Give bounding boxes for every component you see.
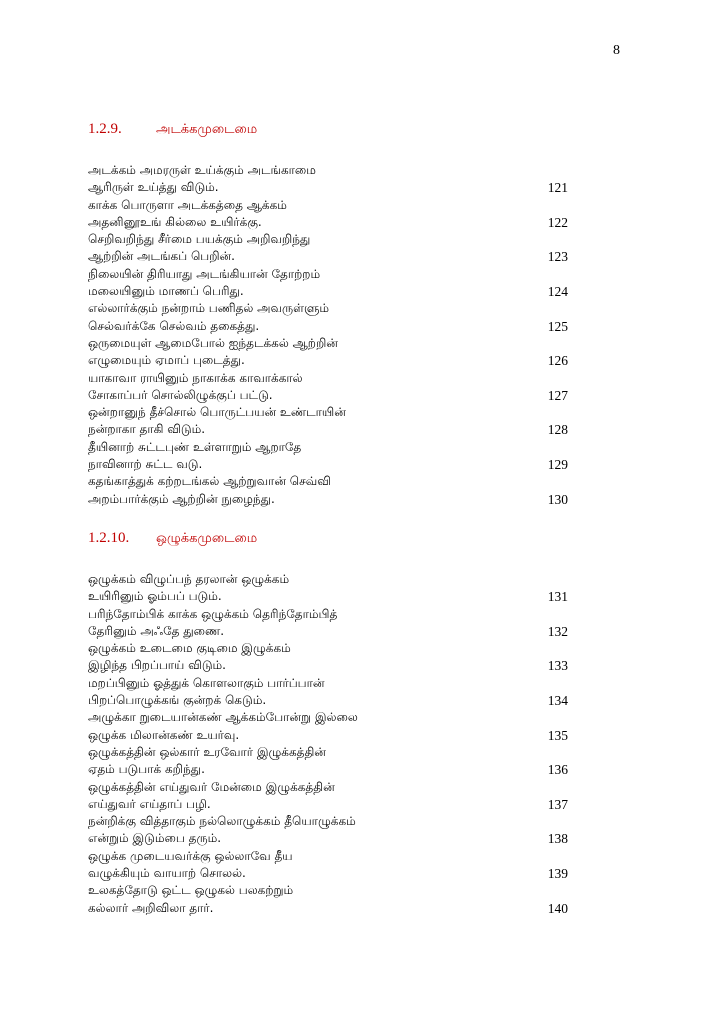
verse-text: பிறப்பொழுக்கங் குன்றக் கெடும்.: [88, 693, 267, 708]
couplet: [88, 813, 568, 848]
verse-number: 138: [547, 831, 568, 847]
verse-line-1: அழுக்கா றுடையான்கண் ஆக்கம்போன்று இல்லை: [88, 710, 358, 725]
couplet: [88, 335, 568, 370]
verse-text: அதனினூஉங் கில்லை உயிர்க்கு.: [88, 214, 262, 229]
verse-number: 127: [547, 387, 568, 403]
verse-line-2: [88, 865, 568, 882]
couplet: [88, 231, 568, 266]
verse-line-1: செறிவறிந்து சீர்மை பயக்கும் அறிவறிந்து: [88, 232, 311, 247]
verse-text: எழுமையும் ஏமாப் புடைத்து.: [88, 353, 245, 368]
verse-line-2: [88, 657, 568, 674]
verse-line-1: ஒழுக்க முடையவர்க்கு ஒல்லாவே தீய: [88, 848, 293, 863]
couplet: [88, 744, 568, 779]
verse-line-1: ஒழுக்கத்தின் ஒல்கார் உரவோர் இழுக்கத்தின்: [88, 744, 326, 759]
verse-line-1: ஒழுக்கம் விழுப்பந் தரலான் ஒழுக்கம்: [88, 572, 290, 586]
verse-line-2: [88, 588, 568, 605]
verse-number: 130: [547, 491, 568, 507]
couplet: [88, 779, 568, 814]
section-title: ஒழுக்கமுடைமை: [156, 531, 258, 546]
verse-number: 134: [547, 693, 568, 709]
verse-line-2: [88, 421, 568, 438]
verse-line-1: அடக்கம் அமரருள் உய்க்கும் அடங்காமை: [88, 163, 316, 177]
verse-number: 128: [547, 422, 568, 438]
verse-text: ஆற்றின் அடங்கப் பெறின்.: [88, 249, 235, 264]
verse-number: 129: [547, 457, 568, 473]
section-number: 1.2.9.: [88, 121, 122, 137]
verse-line-2: [88, 900, 568, 917]
couplet: [88, 606, 568, 641]
verse-line-1: தீயினாற் சுட்டபுண் உள்ளாறும் ஆறாதே: [88, 439, 302, 454]
verse-text: ஏதம் படுபாக் கறிந்து.: [88, 762, 205, 777]
verse-line-2: [88, 248, 568, 265]
verse-number: 139: [547, 866, 568, 882]
verse-text: வழுக்கியும் வாயாற் சொலல்.: [88, 866, 246, 881]
verse-line-1: பரிந்தோம்பிக் காக்க ஒழுக்கம் தெரிந்தோம்பித்: [88, 606, 338, 621]
verse-line-2: [88, 179, 568, 196]
verse-number: 133: [547, 658, 568, 674]
couplet: [88, 300, 568, 335]
verse-number: 121: [547, 180, 568, 196]
verse-line-1: உலகத்தோடு ஒட்ட ஒழுகல் பலகற்றும்: [88, 883, 294, 898]
page-number: 8: [613, 43, 620, 58]
verse-text: சோகாப்பர் சொல்லிழுக்குப் பட்டு.: [88, 387, 273, 402]
verse-text: இழிந்த பிறப்பாய் விடும்.: [88, 658, 226, 673]
couplet: [88, 640, 568, 675]
verse-number: 123: [547, 249, 568, 265]
verse-text: மலையினும் மாணப் பெரிது.: [88, 284, 244, 299]
section-adakkamudaimai: [88, 119, 568, 508]
couplet: [88, 848, 568, 883]
verse-line-1: கதங்காத்துக் கற்றடங்கல் ஆற்றுவான் செவ்வி: [88, 474, 331, 489]
couplet: [88, 709, 568, 744]
verse-number: 122: [547, 214, 568, 230]
verse-number: 136: [547, 762, 568, 778]
verse-number: 125: [547, 318, 568, 334]
verse-line-1: ஒழுக்கத்தின் எய்துவர் மேன்மை இழுக்கத்தின்: [88, 779, 335, 794]
couplet: [88, 571, 568, 606]
verse-line-2: [88, 387, 568, 404]
couplet: [88, 882, 568, 917]
verse-line-2: [88, 352, 568, 369]
verse-text: ஒழுக்க மிலான்கண் உயர்வு.: [88, 727, 240, 742]
verse-line-1: எல்லார்க்கும் நன்றாம் பணிதல் அவருள்ளும்: [88, 301, 330, 316]
verse-line-1: யாகாவா ராயினும் நாகாக்க காவாக்கால்: [88, 370, 303, 385]
verse-text: என்றும் இடும்பை தரும்.: [88, 831, 222, 846]
verse-number: 140: [547, 900, 568, 916]
verse-list: [88, 162, 568, 508]
verse-text: தேரினும் அஃதே துணை.: [88, 623, 225, 638]
couplet: [88, 162, 568, 197]
verse-line-1: காக்க பொருளா அடக்கத்தை ஆக்கம்: [88, 197, 287, 212]
verse-text: எய்துவர் எய்தாப் பழி.: [88, 796, 211, 811]
section-number: 1.2.10.: [88, 530, 130, 546]
verse-text: செல்வர்க்கே செல்வம் தகைத்து.: [88, 318, 260, 333]
verse-line-1: ஒன்றானுந் தீச்சொல் பொருட்பயன் உண்டாயின்: [88, 405, 346, 420]
verse-line-2: [88, 283, 568, 300]
couplet: [88, 439, 568, 474]
verse-number: 124: [547, 284, 568, 300]
couplet: [88, 404, 568, 439]
verse-number: 132: [547, 623, 568, 639]
verse-line-2: [88, 623, 568, 640]
verse-text: ஆரிருள் உய்த்து விடும்.: [88, 180, 219, 195]
verse-line-1: ஒருமையுள் ஆமைபோல் ஐந்தடக்கல் ஆற்றின்: [88, 335, 338, 350]
section-title: அடக்கமுடைமை: [156, 122, 258, 137]
verse-line-1: மறப்பினும் ஓத்துக் கொளலாகும் பார்ப்பான்: [88, 675, 325, 690]
verse-line-2: [88, 761, 568, 778]
verse-number: 135: [547, 727, 568, 743]
verse-text: நாவினாற் சுட்ட வடு.: [88, 457, 203, 472]
section-ozhukkamudaimai: [88, 528, 568, 917]
couplet: [88, 675, 568, 710]
section-heading: [88, 119, 568, 139]
couplet: [88, 473, 568, 508]
verse-line-2: [88, 830, 568, 847]
verse-line-1: ஒழுக்கம் உடைமை குடிமை இழுக்கம்: [88, 641, 291, 656]
verse-text: கல்லார் அறிவிலா தார்.: [88, 900, 214, 915]
verse-text: அறம்பார்க்கும் ஆற்றின் நுழைந்து.: [88, 491, 275, 506]
verse-line-2: [88, 456, 568, 473]
verse-line-1: நன்றிக்கு வித்தாகும் நல்லொழுக்கம் தீயொழுக்கம்: [88, 814, 356, 829]
verse-line-2: [88, 318, 568, 335]
verse-text: நன்றாகா தாகி விடும்.: [88, 422, 206, 437]
verse-line-2: [88, 214, 568, 231]
verse-line-2: [88, 491, 568, 508]
couplet: [88, 370, 568, 405]
verse-line-2: [88, 796, 568, 813]
couplet: [88, 266, 568, 301]
verse-number: 137: [547, 796, 568, 812]
verse-line-2: [88, 727, 568, 744]
verse-number: 131: [547, 589, 568, 605]
verse-list: [88, 571, 568, 917]
couplet: [88, 197, 568, 232]
verse-number: 126: [547, 353, 568, 369]
verse-line-1: நிலையின் திரியாது அடங்கியான் தோற்றம்: [88, 266, 321, 281]
section-heading: [88, 528, 568, 548]
verse-text: உயிரினும் ஓம்பப் படும்.: [88, 589, 222, 604]
verse-line-2: [88, 692, 568, 709]
